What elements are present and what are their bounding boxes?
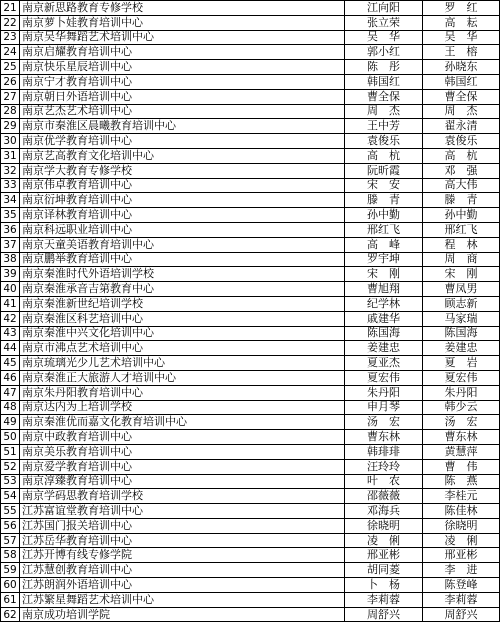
org-name: 南京衍坤教育培训中心 xyxy=(20,193,345,208)
person-b: 马家瑞 xyxy=(423,311,500,326)
person-b: 陈国海 xyxy=(423,326,500,341)
org-name: 南京秦淮中兴文化培训中心 xyxy=(20,326,345,341)
person-a: 朱丹阳 xyxy=(345,385,423,400)
person-b: 李 进 xyxy=(423,563,500,578)
person-b: 夏宏伟 xyxy=(423,370,500,385)
person-b: 汤 宏 xyxy=(423,415,500,430)
table-row xyxy=(1,548,500,563)
org-name: 南京中政教育培训中心 xyxy=(20,430,345,445)
person-a: 江向阳 xyxy=(345,1,423,16)
table-row xyxy=(1,400,500,415)
org-name: 南京新思路教育专修学校 xyxy=(20,1,345,16)
table-row xyxy=(1,592,500,607)
row-number: 50 xyxy=(1,430,20,445)
table-row xyxy=(1,74,500,89)
person-b: 凌 俐 xyxy=(423,533,500,548)
person-b: 罗 红 xyxy=(423,1,500,16)
person-b: 夏 岩 xyxy=(423,356,500,371)
org-name: 南京鹏举教育培训中心 xyxy=(20,252,345,267)
row-number: 37 xyxy=(1,237,20,252)
row-number: 22 xyxy=(1,15,20,30)
person-b: 曹全保 xyxy=(423,89,500,104)
person-a: 陈国海 xyxy=(345,326,423,341)
person-b: 滕 青 xyxy=(423,193,500,208)
table-row xyxy=(1,341,500,356)
table-row xyxy=(1,311,500,326)
row-number: 44 xyxy=(1,341,20,356)
row-number: 54 xyxy=(1,489,20,504)
row-number: 39 xyxy=(1,267,20,282)
table-row xyxy=(1,134,500,149)
row-number: 34 xyxy=(1,193,20,208)
person-b: 朱丹阳 xyxy=(423,385,500,400)
person-b: 周 杰 xyxy=(423,104,500,119)
person-a: 姜建忠 xyxy=(345,341,423,356)
org-name: 南京达内为上培训学校 xyxy=(20,400,345,415)
org-name: 南京科远职业培训中心 xyxy=(20,222,345,237)
person-b: 陈佳林 xyxy=(423,504,500,519)
person-a: 申月琴 xyxy=(345,400,423,415)
org-name: 南京琉璃光少儿艺术培训中心 xyxy=(20,356,345,371)
person-b: 李莉蓉 xyxy=(423,592,500,607)
person-a: 周 杰 xyxy=(345,104,423,119)
table-row xyxy=(1,563,500,578)
person-b: 吴 华 xyxy=(423,30,500,45)
person-b: 邓 强 xyxy=(423,163,500,178)
person-b: 邢红飞 xyxy=(423,222,500,237)
table-row xyxy=(1,60,500,75)
row-number: 60 xyxy=(1,578,20,593)
table-row xyxy=(1,237,500,252)
org-name: 南京优学教育培训中心 xyxy=(20,134,345,149)
person-a: 周舒兴 xyxy=(345,607,423,622)
row-number: 38 xyxy=(1,252,20,267)
person-b: 高 杭 xyxy=(423,148,500,163)
table-row xyxy=(1,45,500,60)
person-b: 姜建忠 xyxy=(423,341,500,356)
row-number: 43 xyxy=(1,326,20,341)
person-b: 徐晓明 xyxy=(423,518,500,533)
person-a: 汪玲玲 xyxy=(345,459,423,474)
table-row xyxy=(1,356,500,371)
table-row xyxy=(1,30,500,45)
person-b: 邢亚彬 xyxy=(423,548,500,563)
org-name: 南京吴华舞蹈艺术培训中心 xyxy=(20,30,345,45)
person-a: 张立荣 xyxy=(345,15,423,30)
org-name: 南京朱丹阳教育培训中心 xyxy=(20,385,345,400)
person-a: 邢亚彬 xyxy=(345,548,423,563)
org-name: 南京秦淮优而嘉文化教育培训中心 xyxy=(20,415,345,430)
person-a: 高 杭 xyxy=(345,148,423,163)
row-number: 35 xyxy=(1,208,20,223)
table-row xyxy=(1,282,500,297)
table-row xyxy=(1,430,500,445)
person-a: 吴 华 xyxy=(345,30,423,45)
org-name: 南京秦淮正大旅游人才培训中心 xyxy=(20,370,345,385)
person-a: 韩国红 xyxy=(345,74,423,89)
person-a: 韩琲琲 xyxy=(345,444,423,459)
person-b: 陈登峰 xyxy=(423,578,500,593)
person-b: 孙晓东 xyxy=(423,60,500,75)
org-name: 南京成功培训学院 xyxy=(20,607,345,622)
org-name: 南京学大教育专修学校 xyxy=(20,163,345,178)
table-row xyxy=(1,533,500,548)
table-row xyxy=(1,89,500,104)
org-name: 南京萝卜娃教育培训中心 xyxy=(20,15,345,30)
org-name: 南京秦淮承音吉第教育中心 xyxy=(20,282,345,297)
org-name: 南京艺杰艺术培训中心 xyxy=(20,104,345,119)
row-number: 51 xyxy=(1,444,20,459)
table-row xyxy=(1,415,500,430)
org-name: 南京秦淮区科艺培训中心 xyxy=(20,311,345,326)
person-a: 滕 青 xyxy=(345,193,423,208)
table-row xyxy=(1,267,500,282)
person-a: 曹东林 xyxy=(345,430,423,445)
table-row xyxy=(1,444,500,459)
person-b: 李桂元 xyxy=(423,489,500,504)
org-name: 南京启耀教育培训中心 xyxy=(20,45,345,60)
org-name: 江苏慧创教育培训中心 xyxy=(20,563,345,578)
person-a: 袁俊乐 xyxy=(345,134,423,149)
row-number: 49 xyxy=(1,415,20,430)
table-row xyxy=(1,15,500,30)
row-number: 25 xyxy=(1,60,20,75)
person-a: 戚建华 xyxy=(345,311,423,326)
row-number: 21 xyxy=(1,1,20,16)
person-a: 罗宇坤 xyxy=(345,252,423,267)
person-a: 叶 农 xyxy=(345,474,423,489)
person-a: 邢红飞 xyxy=(345,222,423,237)
row-number: 48 xyxy=(1,400,20,415)
table-row xyxy=(1,163,500,178)
table-row xyxy=(1,607,500,622)
row-number: 36 xyxy=(1,222,20,237)
table-row xyxy=(1,296,500,311)
person-a: 宋 安 xyxy=(345,178,423,193)
row-number: 31 xyxy=(1,148,20,163)
row-number: 24 xyxy=(1,45,20,60)
person-b: 黄慧萍 xyxy=(423,444,500,459)
row-number: 23 xyxy=(1,30,20,45)
org-name: 南京快乐星辰培训中心 xyxy=(20,60,345,75)
table-row xyxy=(1,326,500,341)
row-number: 57 xyxy=(1,533,20,548)
person-b: 翟永清 xyxy=(423,119,500,134)
person-b: 程 林 xyxy=(423,237,500,252)
org-name: 南京译林教育培训中心 xyxy=(20,208,345,223)
row-number: 47 xyxy=(1,385,20,400)
row-number: 56 xyxy=(1,518,20,533)
person-b: 宋 刚 xyxy=(423,267,500,282)
person-a: 孙中勤 xyxy=(345,208,423,223)
person-b: 王 榕 xyxy=(423,45,500,60)
org-name: 南京宁才教育培训中心 xyxy=(20,74,345,89)
row-number: 62 xyxy=(1,607,20,622)
person-a: 邵薇薇 xyxy=(345,489,423,504)
row-number: 46 xyxy=(1,370,20,385)
person-b: 曹东林 xyxy=(423,430,500,445)
person-a: 陈 彤 xyxy=(345,60,423,75)
registry-rows xyxy=(1,1,500,622)
table-row xyxy=(1,474,500,489)
person-a: 郭小红 xyxy=(345,45,423,60)
row-number: 26 xyxy=(1,74,20,89)
person-b: 高 耘 xyxy=(423,15,500,30)
person-a: 胡同菱 xyxy=(345,563,423,578)
org-name: 江苏朗润外语培训中心 xyxy=(20,578,345,593)
row-number: 40 xyxy=(1,282,20,297)
row-number: 29 xyxy=(1,119,20,134)
org-name: 南京淳臻教育培训中心 xyxy=(20,474,345,489)
org-name: 南京学码思教育培训学校 xyxy=(20,489,345,504)
org-name: 南京朝日外语培训中心 xyxy=(20,89,345,104)
table-row xyxy=(1,504,500,519)
person-b: 曹凤男 xyxy=(423,282,500,297)
org-name: 江苏繁星舞蹈艺术培训中心 xyxy=(20,592,345,607)
row-number: 52 xyxy=(1,459,20,474)
table-row xyxy=(1,208,500,223)
table-row xyxy=(1,178,500,193)
org-name: 南京天童美语教育培训中心 xyxy=(20,237,345,252)
row-number: 53 xyxy=(1,474,20,489)
table-row xyxy=(1,459,500,474)
person-a: 高 峰 xyxy=(345,237,423,252)
person-a: 卜 杨 xyxy=(345,578,423,593)
row-number: 33 xyxy=(1,178,20,193)
table-row xyxy=(1,252,500,267)
table-row xyxy=(1,370,500,385)
org-name: 南京伟卓教育培训中心 xyxy=(20,178,345,193)
person-b: 高大伟 xyxy=(423,178,500,193)
person-b: 曹 伟 xyxy=(423,459,500,474)
person-b: 孙中勤 xyxy=(423,208,500,223)
row-number: 55 xyxy=(1,504,20,519)
person-b: 顾志新 xyxy=(423,296,500,311)
person-b: 韩国红 xyxy=(423,74,500,89)
org-name: 南京市沸点艺术培训中心 xyxy=(20,341,345,356)
person-a: 夏亚杰 xyxy=(345,356,423,371)
person-b: 陈 燕 xyxy=(423,474,500,489)
person-a: 曹旭翔 xyxy=(345,282,423,297)
org-name: 南京秦淮新世纪培训学校 xyxy=(20,296,345,311)
org-name: 南京秦淮时代外语培训学校 xyxy=(20,267,345,282)
person-a: 凌 俐 xyxy=(345,533,423,548)
table-row xyxy=(1,193,500,208)
table-row xyxy=(1,578,500,593)
org-name: 江苏国门报关培训中心 xyxy=(20,518,345,533)
person-b: 周 商 xyxy=(423,252,500,267)
person-a: 纪学林 xyxy=(345,296,423,311)
org-name: 江苏岳华教育培训中心 xyxy=(20,533,345,548)
person-a: 宋 刚 xyxy=(345,267,423,282)
person-b: 韩少云 xyxy=(423,400,500,415)
org-name: 南京美乐教育培训中心 xyxy=(20,444,345,459)
table-row xyxy=(1,148,500,163)
org-name: 江苏富谊堂教育培训中心 xyxy=(20,504,345,519)
row-number: 32 xyxy=(1,163,20,178)
table-row xyxy=(1,385,500,400)
table-row xyxy=(1,119,500,134)
person-a: 王中芳 xyxy=(345,119,423,134)
person-b: 袁俊乐 xyxy=(423,134,500,149)
org-name: 南京爱学教育培训中心 xyxy=(20,459,345,474)
person-a: 夏宏伟 xyxy=(345,370,423,385)
org-name: 南京市秦淮区晨曦教育培训中心 xyxy=(20,119,345,134)
row-number: 30 xyxy=(1,134,20,149)
row-number: 45 xyxy=(1,356,20,371)
person-a: 阮昕霞 xyxy=(345,163,423,178)
row-number: 42 xyxy=(1,311,20,326)
row-number: 61 xyxy=(1,592,20,607)
person-a: 汤 宏 xyxy=(345,415,423,430)
row-number: 28 xyxy=(1,104,20,119)
table-row xyxy=(1,222,500,237)
table-row xyxy=(1,1,500,16)
person-a: 徐晓明 xyxy=(345,518,423,533)
row-number: 27 xyxy=(1,89,20,104)
person-b: 周舒兴 xyxy=(423,607,500,622)
row-number: 58 xyxy=(1,548,20,563)
person-a: 曹全保 xyxy=(345,89,423,104)
row-number: 59 xyxy=(1,563,20,578)
org-name: 南京艺高教育文化培训中心 xyxy=(20,148,345,163)
person-a: 邓海兵 xyxy=(345,504,423,519)
table-row xyxy=(1,518,500,533)
table-row xyxy=(1,104,500,119)
org-name: 江苏开博有线专修学院 xyxy=(20,548,345,563)
person-a: 李莉蓉 xyxy=(345,592,423,607)
table-row xyxy=(1,489,500,504)
row-number: 41 xyxy=(1,296,20,311)
